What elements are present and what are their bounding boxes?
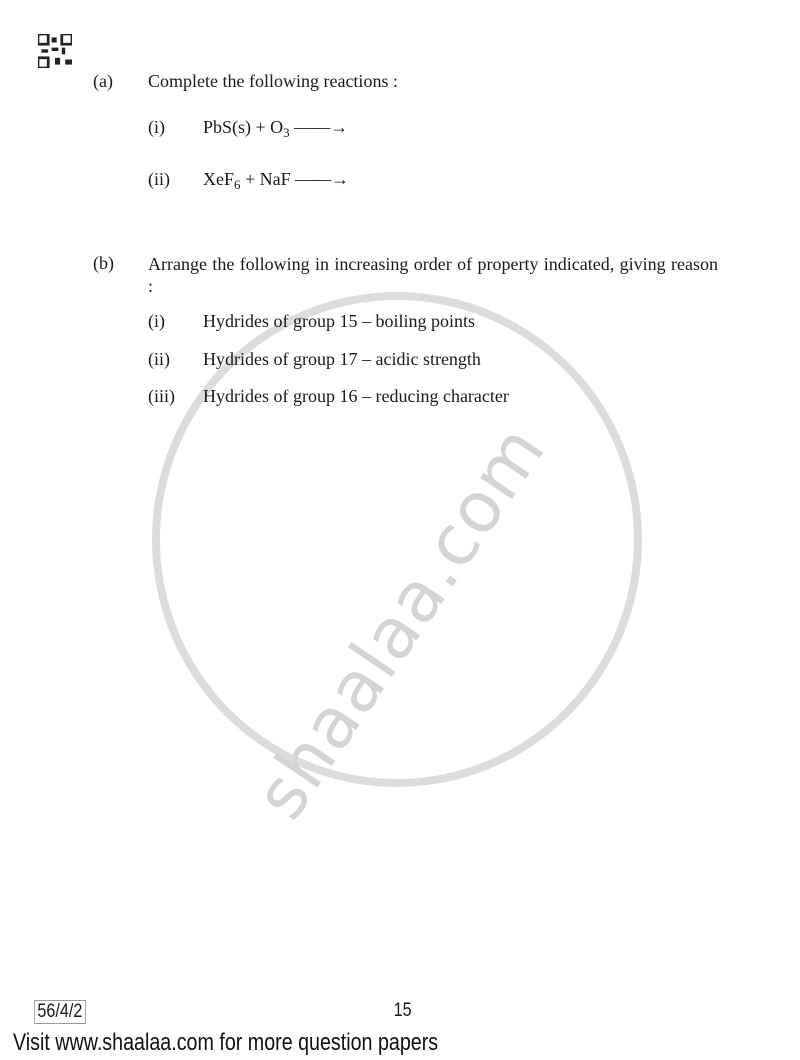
reaction-2: XeF$_6$ + NaF ——→ <box>203 169 350 192</box>
part-b-label: (b) <box>93 253 114 273</box>
part-b-item-1: Hydrides of group 15 – boiling points <box>203 311 475 331</box>
qr-code-icon <box>38 34 72 68</box>
part-a-prompt: Complete the following reactions : <box>148 71 398 91</box>
part-b-prompt: Arrange the following in increasing order of property indicated, giving reason : <box>148 254 718 296</box>
reaction-1: $PbS(s) + O_3$ ——→ <box>203 117 349 140</box>
part-a-label: (a) <box>93 71 113 91</box>
visit-link[interactable]: Visit www.shaalaa.com for more question papers <box>13 1029 439 1056</box>
part-b-item-2: Hydrides of group 17 – acidic strength <box>203 349 481 369</box>
part-b-item-3: Hydrides of group 16 – reducing character <box>203 386 509 406</box>
reaction-2-num: (ii) <box>148 169 170 189</box>
part-b-item-2-num: (ii) <box>148 349 170 369</box>
reaction-1-num: (i) <box>148 117 165 137</box>
page-number: 15 <box>393 1000 412 1021</box>
part-b-item-1-num: (i) <box>148 311 165 331</box>
part-b-item-3-num: (iii) <box>148 386 175 406</box>
paper-code: 56/4/2 <box>34 1000 86 1024</box>
watermark-text: shaalaa.com <box>238 410 562 834</box>
